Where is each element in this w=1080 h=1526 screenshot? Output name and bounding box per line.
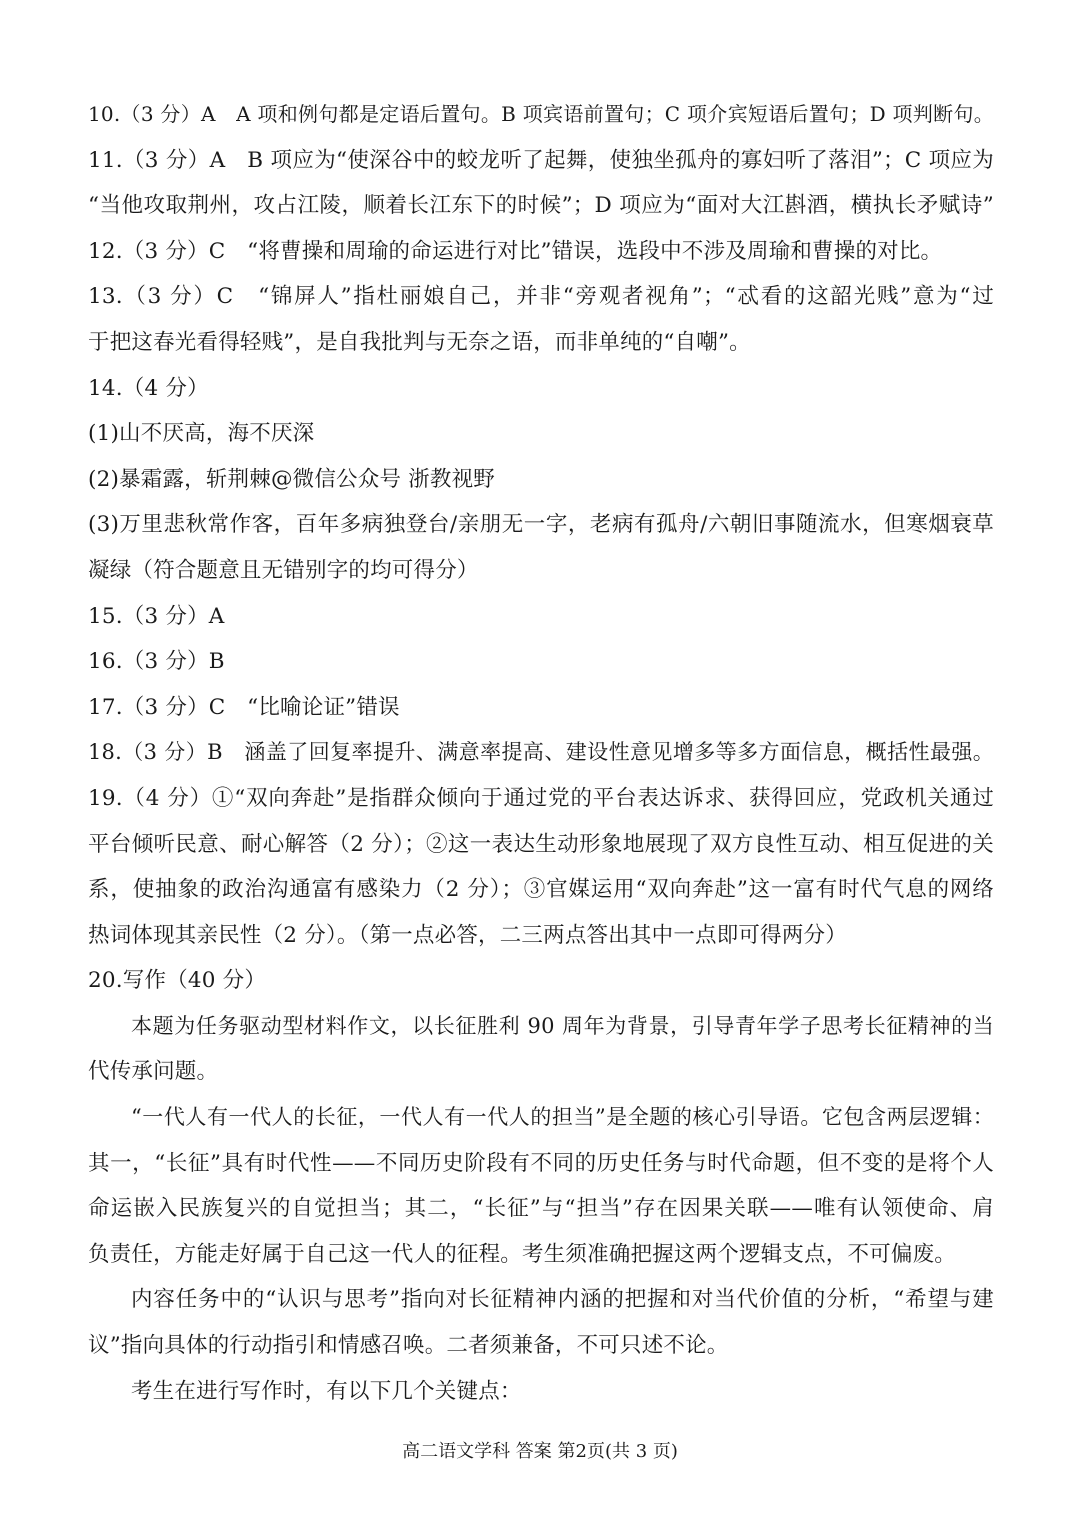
answer-q20-header: 20.写作（40 分）: [88, 968, 267, 994]
answer-content: [88, 92, 994, 1414]
answer-q19-line3: 系，使抽象的政治沟通富有感染力（2 分）；③官媒运用“双向奔赴”这一富有时代气息的网络: [88, 877, 994, 903]
answer-q12: 12.（3 分）C “将曹操和周瑜的命运进行对比”错误，选段中不涉及周瑜和曹操的对比。: [88, 238, 943, 264]
answer-q14-part3-line1: (3)万里悲秋常作客，百年多病独登台/亲朋无一字，老病有孤舟/六朝旧事随流水，但寒烟衰草: [88, 512, 994, 538]
answer-q18: 18.（3 分）B 涵盖了回复率提升、满意率提高、建设性意见增多等多方面信息，概括性最强。: [88, 740, 994, 765]
answer-q19-line2: 平台倾听民意、耐心解答（2 分）；②这一表达生动形象地展现了双方良性互动、相互促进的关: [88, 831, 994, 857]
answer-q11-line1: 11.（3 分）A B 项应为“使深谷中的蛟龙听了起舞，使独坐孤舟的寡妇听了落泪”；C 项应为: [88, 147, 994, 173]
answer-q17: 17.（3 分）C “比喻论证”错误: [88, 694, 400, 720]
essay-guide-para2-line1: “一代人有一代人的长征，一代人有一代人的担当”是全题的核心引导语。它包含两层逻辑：: [131, 1105, 994, 1130]
essay-guide-para3-line1: 内容任务中的“认识与思考”指向对长征精神内涵的把握和对当代价值的分析，“希望与建: [131, 1287, 994, 1313]
essay-guide-para3-line2: 议”指向具体的行动指引和情感召唤。二者须兼备，不可只述不论。: [88, 1333, 729, 1359]
answer-q14-part3-line2: 凝绿（符合题意且无错别字的均可得分）: [88, 557, 479, 583]
essay-guide-para1-line1: 本题为任务驱动型材料作文，以长征胜利 90 周年为背景，引导青年学子思考长征精神的当: [131, 1013, 994, 1038]
answer-q13-line1: 13.（3 分）C “锦屏人”指杜丽娘自己，并非“旁观者视角”；“忒看的这韶光贱”意为“过: [88, 284, 994, 310]
answer-q19-line4: 热词体现其亲民性（2 分）。（第一点必答，二三两点答出其中一点即可得两分）: [88, 922, 847, 948]
page-footer: 高二语文学科 答案 第2页(共 3 页): [402, 1441, 678, 1462]
essay-guide-para2-line4: 负责任，方能走好属于自己这一代人的征程。考生须准确把握这两个逻辑支点，不可偏废。: [88, 1241, 957, 1267]
answer-q13-line2: 于把这春光看得轻贱”，是自我批判与无奈之语，而非单纯的“自嘲”。: [88, 329, 751, 355]
essay-guide-para1-line2: 代传承问题。: [88, 1059, 219, 1085]
essay-guide-para4: 考生在进行写作时，有以下几个关键点：: [131, 1378, 522, 1404]
answer-q10: 10.（3 分）A A 项和例句都是定语后置句。B 项宾语前置句；C 项介宾短语后置句；D 项判断句。: [88, 102, 994, 126]
answer-q16: 16.（3 分）B: [88, 649, 225, 675]
answer-q19-line1: 19.（4 分）①“双向奔赴”是指群众倾向于通过党的平台表达诉求、获得回应，党政机关通过: [88, 785, 994, 811]
answer-q14-part2: (2)暴霜露，斩荆棘@微信公众号 浙教视野: [88, 466, 495, 492]
answer-q11-line2: “当他攻取荆州，攻占江陵，顺着长江东下的时候”；D 项应为“面对大江斟酒，横执长矛赋诗”: [88, 193, 994, 219]
answer-q14-part1: (1)山不厌高，海不厌深: [88, 421, 315, 447]
essay-guide-para2-line2: 其一，“长征”具有时代性——不同历史阶段有不同的历史任务与时代命题，但不变的是将个人: [88, 1150, 994, 1176]
answer-q15: 15.（3 分）A: [88, 603, 225, 629]
essay-guide-para2-line3: 命运嵌入民族复兴的自觉担当；其二，“长征”与“担当”存在因果关联——唯有认领使命、肩: [88, 1196, 994, 1222]
answer-q14-header: 14.（4 分）: [88, 375, 209, 401]
